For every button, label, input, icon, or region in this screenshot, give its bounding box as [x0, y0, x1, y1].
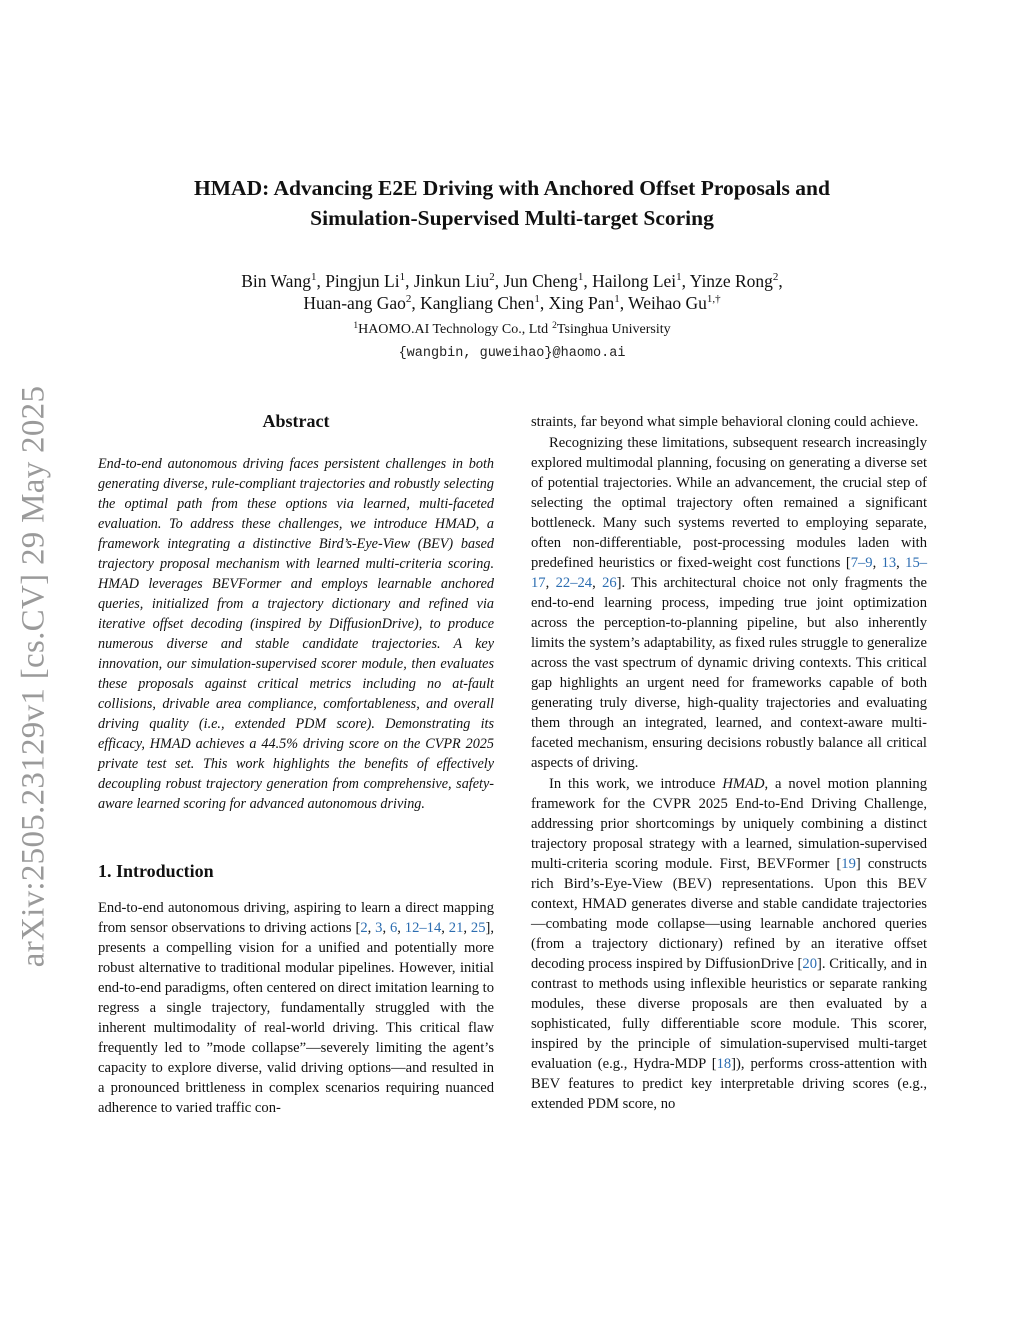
- author-line-2: Huan-ang Gao$^2$, Kangliang Chen$^1$, Xing Pan$^1$, Weihao $Gu^{1,\dagger}$: [303, 293, 721, 313]
- author-name: Jinkun Liu: [413, 271, 490, 291]
- citation-link[interactable]: 26: [602, 575, 617, 591]
- author-affiliation-mark: 1,†: [706, 293, 721, 305]
- emphasized-term: HMAD: [722, 776, 765, 792]
- abstract-body: End-to-end autonomous driving faces persistent challenges in both generating diverse, rule-compliant trajectories and robustly selecting the optimal path from these options via learned, multi-faceted evaluation. To address these challenges, we introduce HMAD, a framework integrating a distinctive Bird’s-Eye-View (BEV) based trajectory proposal mechanism with learned multi-criteria scoring. HMAD leverages BEVFormer and employs learnable anchored queries, initialized from a trajectory dictionary and refined via iterative offset decoding (inspired by DiffusionDrive), to produce numerous diverse and stable candidate trajectories. A key innovation, our simulation-supervised scorer module, then evaluates these proposals against critical metrics including no at-fault collisions, drivable area compliance, comfortableness, and overall driving quality (i.e., extended PDM score). Demonstrating its efficacy, HMAD achieves a 44.5% driving score on the CVPR 2025 private test set. This work highlights the benefits of effectively decoupling robust trajectory generation from comprehensive, safety-aware learned scoring for advanced autonomous driving.: [98, 456, 494, 812]
- title-line-2: Simulation-Supervised Multi-target Scoring: [310, 206, 714, 230]
- citation-link[interactable]: 18: [716, 1056, 732, 1072]
- author-name: Kangliang Chen: [420, 293, 535, 313]
- introduction-paragraph-3: In this work, we introduce HMAD, a novel motion planning framework for the CVPR 2025 End-to-End Driving Challenge, addressing prior shortcomings by uniquely combining a distinct trajectory proposal strategy with a learned, simulation-supervised multi-criteria scoring module. First, BEVFormer [19] constructs rich Bird’s-Eye-View (BEV) representations. Upon this BEV context, HMAD generates diverse and stable candidate trajectories—combating mode collapse—using learnable anchored queries (from a trajectory dictionary) refined by an iterative offset decoding process inspired by DiffusionDrive [20]. Critically, and in contrast to methods using inflexible heuristics or separate ranking modules, these diverse proposals are then evaluated by a sophisticated, fully differentiable score module. This scorer, inspired by the principle of simulation-supervised multi-target evaluation (e.g., Hydra-MDP [18]), performs cross-attention with BEV features to predict key interpretable driving scores (e.g., extended PDM score, no: [531, 776, 928, 1112]
- introduction-paragraph-1-continued: straints, far beyond what simple behavioral cloning could achieve.: [531, 414, 919, 430]
- right-column: [531, 412, 927, 1114]
- citation-link[interactable]: 3: [375, 920, 383, 936]
- affiliations: [120, 320, 904, 340]
- author-name: Bin Wang: [241, 271, 311, 291]
- author-name: Weihao Gu: [628, 293, 707, 313]
- citation-link[interactable]: 7–9: [850, 555, 873, 571]
- title-line-1: HMAD: Advancing E2E Driving with Anchored Offset Proposals and: [194, 176, 830, 200]
- citation-link[interactable]: 20: [802, 956, 817, 972]
- author-affiliation-mark: 1: [577, 271, 584, 283]
- introduction-paragraph-1: End-to-end autonomous driving, aspiring to learn a direct mapping from sensor observations to driving actions [2, 3, 6, 12–14, 21, 25], presents a compelling vision for a unified and potentially more robust alternative to traditional modular pipelines. However, initial end-to-end paradigms, often centered on direct imitation learning to regress a single trajectory, fundamentally struggled with the inherent multimodality of real-world driving. This critical flaw frequently led to ”mode collapse”—severely limiting the agent’s capacity to explore diverse, valid driving options—and resulted in a pronounced brittleness in complex scenarios requiring nuanced adherence to varied traffic con-: [98, 900, 494, 1116]
- affiliation-name: HAOMO.AI Technology Co., Ltd: [358, 322, 549, 337]
- citation-link[interactable]: 15–17: [531, 555, 928, 591]
- citation-link[interactable]: 13: [881, 555, 897, 571]
- affiliation-name: Tsinghua University: [556, 322, 671, 337]
- author-name: Huan-ang Gao: [303, 293, 406, 313]
- author-name: Yinze Rong: [689, 271, 773, 291]
- arxiv-identifier[interactable]: arXiv:2505.23129v1 [cs.CV] 29 May 2025: [15, 385, 52, 967]
- author-affiliation-mark: 2: [405, 293, 412, 305]
- citation-link[interactable]: 21: [448, 920, 464, 936]
- introduction-paragraph-2: Recognizing these limitations, subsequent research increasingly explored multimodal planning, focusing on generating a diverse set of potential trajectories. While an advancement, the crucial step of selecting the optimal trajectory often remained a significant bottleneck. Many such systems reverted to employing separate, often non-differentiable, post-processing modules laden with predefined heuristics or fixed-weight cost functions [7–9, 13, 15–17, 22–24, 26]. This architectural choice not only fragments the end-to-end learning process, impeding true joint optimization across the perception-to-planning pipeline, but also inherently limits the system’s adaptability, as fixed rules struggle to generalize across the vast spectrum of dynamic driving contexts. This critical gap highlights an urgent need for frameworks capable of both generating truly diverse, high-quality trajectories and evaluating them through an integrated, learned, and context-aware multi-faceted mechanism, ensuring decisions robustly balance all critical aspects of driving.: [531, 435, 928, 771]
- left-column: [98, 408, 494, 1118]
- citation-link[interactable]: 22–24: [555, 575, 593, 591]
- author-affiliation-mark: 2: [772, 271, 779, 283]
- author-affiliation-mark: 1: [614, 293, 620, 305]
- author-affiliation-mark: 1: [399, 271, 406, 283]
- affiliation-mark: 2: [552, 321, 557, 331]
- citation-link[interactable]: 2: [360, 920, 368, 936]
- citation-link[interactable]: 6: [389, 920, 398, 936]
- abstract-heading: Abstract: [262, 411, 330, 431]
- author-line-1: Bin Wang$^1$, Pingjun Li$^1$, Jinkun Liu$^2$, Jun Cheng$^1$, Hailong Lei$^1$, Yinze Rong$^2$,: [241, 271, 783, 291]
- citation-link[interactable]: 25: [470, 920, 486, 936]
- author-affiliation-mark: 2: [489, 271, 495, 283]
- author-affiliation-mark: 1: [310, 271, 317, 283]
- introduction-heading: 1. Introduction: [98, 861, 214, 881]
- author-affiliation-mark: 1: [676, 271, 682, 283]
- author-name: Pingjun Li: [325, 271, 400, 291]
- author-affiliation-mark: 1: [534, 293, 540, 305]
- citation-link[interactable]: 19: [841, 856, 856, 872]
- author-name: Hailong Lei: [592, 271, 677, 291]
- contact-email[interactable]: {wangbin, guweihao}@haomo.ai: [398, 346, 626, 361]
- affiliation-mark: 1: [353, 321, 359, 331]
- citation-link[interactable]: 12–14: [404, 920, 442, 936]
- author-name: Jun Cheng: [503, 271, 578, 291]
- author-list: [120, 270, 904, 314]
- author-name: Xing Pan: [548, 293, 615, 313]
- paper-title: [120, 173, 904, 233]
- arxiv-side-stamp: [10, 372, 58, 980]
